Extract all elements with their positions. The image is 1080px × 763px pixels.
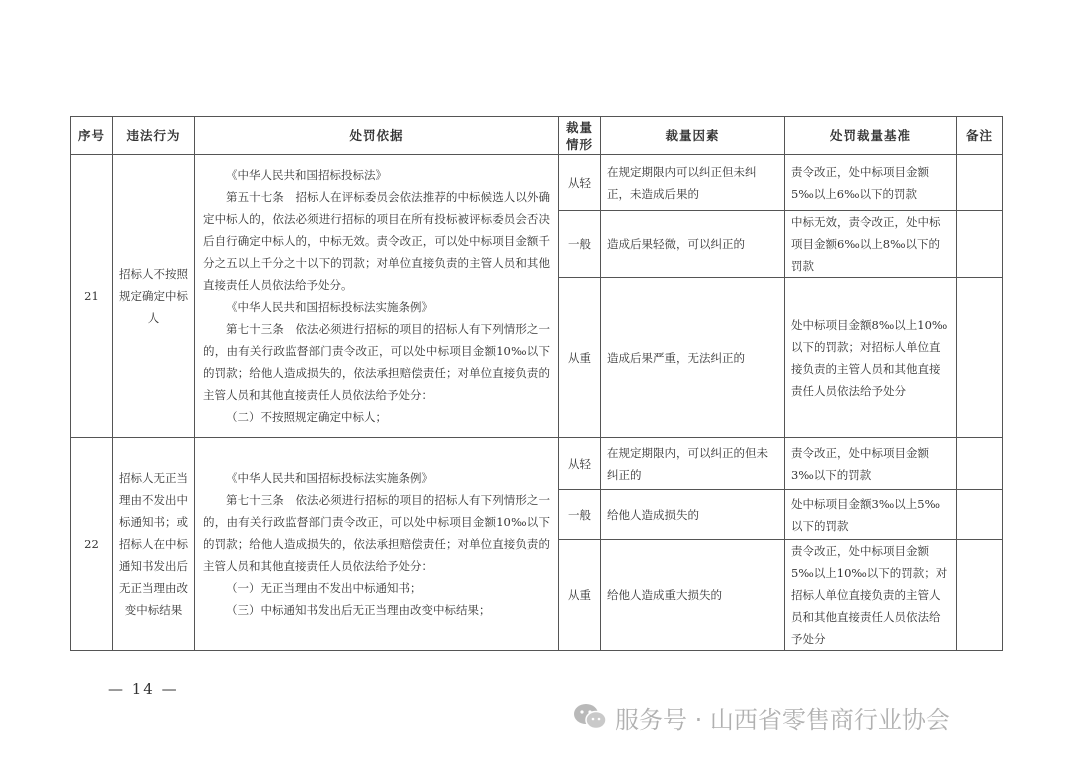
penalty-table [70,116,1003,651]
table-row [71,438,1003,490]
violation-act: 招标人不按照规定确定中标人 [113,155,195,438]
header-act: 违法行为 [113,117,195,155]
note-cell [957,490,1003,540]
basis-line: （三）中标通知书发出后无正当理由改变中标结果； [226,603,491,617]
note-cell [957,211,1003,278]
basis-line: 《中华人民共和国招标投标法实施条例》 [226,471,433,485]
basis-line: （二）不按照规定确定中标人； [226,410,387,424]
page-number: — 14 — [108,680,179,698]
penalty-standard: 处中标项目金额3‰以上5‰以下的罚款 [785,490,957,540]
discretion-case: 从轻 [559,438,601,490]
penalty-standard: 责令改正，处中标项目金额3‰以下的罚款 [785,438,957,490]
discretion-factor: 造成后果轻微，可以纠正的 [601,211,785,278]
note-cell [957,540,1003,651]
header-factor: 裁量因素 [601,117,785,155]
penalty-basis [195,155,559,438]
discretion-factor: 造成后果严重，无法纠正的 [601,278,785,438]
header-row [71,117,1003,155]
penalty-standard: 中标无效，责令改正，处中标项目金额6‰以上8‰以下的罚款 [785,211,957,278]
discretion-case: 一般 [559,490,601,540]
basis-line: 第七十三条 依法必须进行招标的项目的招标人有下列情形之一的，由有关行政监督部门责令改正，可以处中标项目金额10‰以下的罚款；给他人造成损失的，依法承担赔偿责任；对单位直接负责的主管人员和其他直接责任人员依法给予处分： [203,493,550,573]
discretion-factor: 在规定期限内，可以纠正的但未纠正的 [601,438,785,490]
row-number: 21 [71,155,113,438]
basis-line: 第五十七条 招标人在评标委员会依法推荐的中标候选人以外确定中标人的，依法必须进行招标的项目在所有投标被评标委员会否决后自行确定中标人的，中标无效。责令改正，可以处中标项目金额千分之五以上千分之十以下的罚款；对单位直接负责的主管人员和其他直接责任人员依法给予处分。 [203,190,550,292]
basis-line: （一）无正当理由不发出中标通知书； [226,581,422,595]
penalty-standard: 责令改正，处中标项目金额5‰以上10‰以下的罚款；对招标人单位直接负责的主管人员和其他直接责任人员依法给予处分 [785,540,957,651]
discretion-factor: 在规定期限内可以纠正但未纠正，未造成后果的 [601,155,785,211]
header-note: 备注 [957,117,1003,155]
penalty-basis [195,438,559,651]
discretion-factor: 给他人造成损失的 [601,490,785,540]
header-standard: 处罚裁量基准 [785,117,957,155]
watermark [573,700,950,734]
note-cell [957,278,1003,438]
discretion-case: 从轻 [559,155,601,211]
row-number: 22 [71,438,113,651]
discretion-case: 从重 [559,278,601,438]
table-row [71,155,1003,211]
discretion-case: 从重 [559,540,601,651]
note-cell [957,155,1003,211]
discretion-case: 一般 [559,211,601,278]
penalty-standard: 处中标项目金额8‰以上10‰以下的罚款；对招标人单位直接负责的主管人员和其他直接责任人员依法给予处分 [785,278,957,438]
basis-line: 第七十三条 依法必须进行招标的项目的招标人有下列情形之一的，由有关行政监督部门责令改正，可以处中标项目金额10‰以下的罚款；给他人造成损失的，依法承担赔偿责任；对单位直接负责的主管人员和其他直接责任人员依法给予处分： [203,322,550,402]
header-no: 序号 [71,117,113,155]
header-basis: 处罚依据 [195,117,559,155]
header-case: 裁量情形 [559,117,601,155]
basis-line: 《中华人民共和国招标投标法》 [226,168,387,182]
wechat-icon [573,703,607,731]
watermark-text: 服务号 · 山西省零售商行业协会 [615,705,950,734]
violation-act: 招标人无正当理由不发出中标通知书；或招标人在中标通知书发出后无正当理由改变中标结果 [113,438,195,651]
penalty-standard: 责令改正，处中标项目金额5‰以上6‰以下的罚款 [785,155,957,211]
basis-line: 《中华人民共和国招标投标法实施条例》 [226,300,433,314]
note-cell [957,438,1003,490]
discretion-factor: 给他人造成重大损失的 [601,540,785,651]
